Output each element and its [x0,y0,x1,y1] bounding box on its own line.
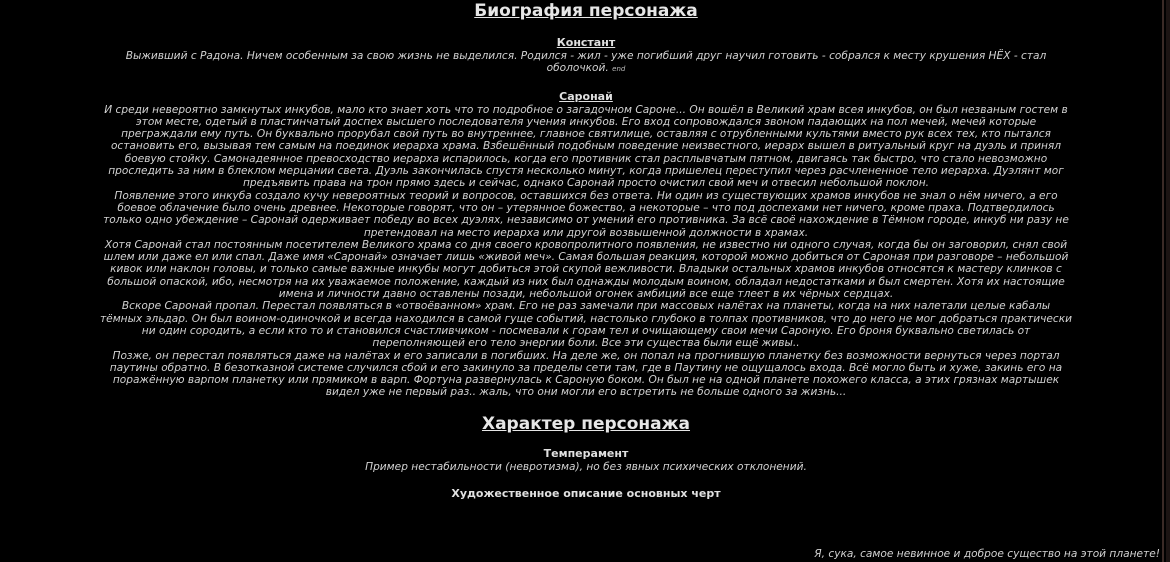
saronai-paragraph: Позже, он перестал появляться даже на налётах и его записали в погибших. На деле же, он попал на прогнившую планетку без возможности вернуться через портал паутины обратно. В безотказной системе случился сбой и его закинуло за пределы сети там, где в Паутину не ощущалось входа. Всё могло быть и хуже, закинь его на поражённую варпом планетку или прямиком в варп. Фортуна развернулась к Сароную боком. Он был не на одной планете похожего класса, а этих грязнах мартышек видел уже не первый раз.. жаль, что они могли его встретить не больше одного за жизнь... [109,349,1063,399]
konstant-text [100,50,1072,76]
konstant-heading: Констант [556,36,616,49]
saronai-text [100,104,1072,399]
temperament-text: Пример нестабильности (невротизма), но без явных психических отклонений. [365,460,807,473]
scrollbar-track[interactable] [1162,0,1164,562]
traits-label: Художественное описание основных черт [451,487,721,501]
character-heading: Характер персонажа [481,413,691,434]
temperament-label: Темперамент [543,446,629,460]
content-column [100,0,1072,501]
saronai-paragraph: И среди невероятно замкнутых инкубов, мало кто знает хоть что то подробное о загадочном Сароне... Он вошёл в Великий храм всея инкубов, он был незваным гостем в этом месте, одетый в пластинчатый доспех высшего последователя учения инкубов. Его вход сопровождался звоном падающих на пол мечей, мечей которые преграждали ему путь. Он буквально прорубал свой путь во внутреннее, главное святилище, оставляя с отрубленными культями вместо рук всех тех, кто пытался остановить его, вызывая тем самым на поединок иерарха храма. Взбешённый подобным поведение неизвестного, иерарх вышел в ритуальный круг на дуэль и принял боевую стойку. Самонадеянное превосходство иерарха испарилось, когда его противник стал расплывчатым пятном, двигаясь так быстро, что стало невозможно проследить за ним в блеклом мерцании света. Дуэль закончилась спустя несколько минут, когда пришелец переступил через расчлененное тело иерарха. Дуэлянт мог предъявить права на трон прямо здесь и сейчас, однако Саронай просто очистил свой меч и отвесил небольшой поклон. [104,103,1068,190]
biography-heading: Биография персонажа [474,1,698,21]
character-quote: Я, сука, самое невинное и доброе существо на этой планете! [814,548,1160,560]
saronai-heading: Саронай [559,89,613,103]
saronai-paragraph: Появление этого инкуба создало кучу невероятных теорий и вопросов, оставшихся без ответа. Ни один из существующих храмов инкубов не знал о нём ничего, а его боевое облачение было очень древнее. Некоторые говорят, что он – утерянное божество, а некоторые – что под доспехами нет ничего, кроме праха. Подтвердилось только одно убеждение – Саронай одерживает победу во всех дуэлях, независимо от умений его противника. За всё своё нахождение в Тёмном городе, инкуб ни разу не претендовал на место иерарха или другой возвышенной должности в храмах. [103,189,1069,239]
konstant-bio: Выживший с Радона. Ничем особенным за свою жизнь не выделился. Родился - жил - уже погибший друг научил готовить - собрался к месту крушения НЁХ - стал оболочкой. [125,50,1047,75]
saronai-paragraph: Хотя Саронай стал постоянным посетителем Великого храма со дня своего кровопролитного появления, не известно ни одного случая, когда бы он заговорил, снял свой шлем или даже ел или спал. Даже имя «Саронай» означает лишь «живой меч». Самая большая реакция, которой можно добиться от Сароная при разговоре – небольшой кивок или наклон головы, и только самые важные инкубы могут добиться этой скупой вежливости. Владыки остальных храмов инкубов относятся к мастеру клинков с большой опаской, ибо, несмотря на их уважаемое положение, каждый из них был однажды молодым воином, обладал недостатками и был смертен. Хотя их настоящие имена и личности давно оставлены позади, небольшой огонек амбиций все еще тлеет в их чёрных сердцах. [103,238,1069,301]
saronai-paragraph: Вскоре Саронай пропал. Перестал появляться в «отвоёванном» храм. Его не раз замечали при массовых налётах на планеты, когда на них налетали целые кабалы тёмных эльдар. Он был воином-одиночкой и всегда находился в самой гуще событий, настолько глубоко в толпах противников, что до него не мог добраться практически ни один сородить, а если кто то и становился счастливчиком - посмевали к горам тел и очищающему свои мечи Сароную. Его броня буквально светилась от переполняющей его тело энергии боли. Все эти существа были ещё живы.. [100,300,1072,350]
end-mark: end [612,65,626,74]
